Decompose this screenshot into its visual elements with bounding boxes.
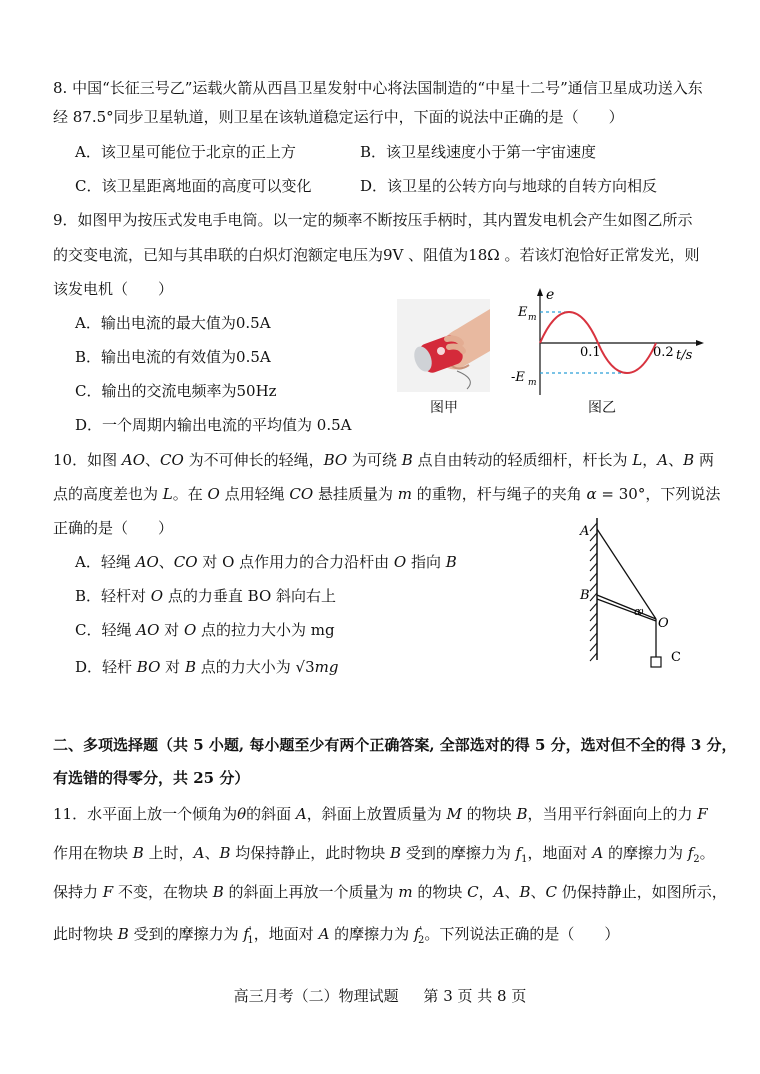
q8-option-c: C．该卫星距离地面的高度可以变化	[75, 177, 312, 195]
tick-0-1: 0.1	[580, 345, 601, 360]
label-c: C	[671, 650, 681, 665]
rod-bo-edge2	[597, 599, 656, 621]
q10-stem-line2: 点的高度差也为 L。在 O 点用轻绳 CO 悬挂质量为 m 的重物，杆与绳子的夹角 α = 30°，下列说法	[53, 485, 721, 503]
e-axis-arrow	[537, 288, 543, 296]
q10-option-b: B．轻杆对 O 点的力垂直 BO 斜向右上	[75, 587, 337, 605]
q8-option-d: D．该卫星的公转方向与地球的自转方向相反	[360, 177, 658, 195]
q11-stem-line3: 保持力 F 不变，在物块 B 的斜面上再放一个质量为 m 的物块 C，A、B、C 仍保持静止，如图所示，	[53, 883, 727, 901]
footer-page-number: 第 3 页 共 8 页	[423, 987, 527, 1005]
q8-option-b: B．该卫星线速度小于第一宇宙速度	[360, 143, 597, 161]
footer-exam-title: 高三月考（二）物理试题	[233, 987, 399, 1005]
em-label: E	[518, 305, 528, 320]
q8-stem-line2: 经 87.5°同步卫星轨道，则卫星在该轨道稳定运行中，下面的说法中正确的是（ ）	[53, 108, 624, 126]
tick-0-2: 0.2	[653, 345, 674, 360]
t-label: t/s	[676, 348, 693, 363]
q8-option-a: A．该卫星可能位于北京的正上方	[75, 143, 296, 161]
q11-stem-line2: 作用在物块 B 上时，A、B 均保持静止，此时物块 B 受到的摩擦力为 $f_1$，地面对 A 的摩擦力为 $f_2$。	[53, 844, 715, 865]
q9-option-c: C．输出的交流电频率为50Hz	[75, 382, 277, 400]
em-sub: m	[528, 313, 537, 323]
q10-stem-line3: 正确的是（ ）	[53, 519, 174, 537]
t-axis-arrow	[696, 340, 704, 346]
figure-yi-caption: 图乙	[588, 400, 616, 416]
flashlight-photo	[397, 299, 490, 392]
q10-option-c: C．轻绳 AO 对 O 点的拉力大小为 mg	[75, 621, 335, 639]
e-label: e	[546, 287, 555, 303]
label-o: O	[658, 616, 669, 631]
rope-ao	[597, 529, 656, 619]
label-alpha: α	[634, 605, 642, 618]
neg-em-sub: m	[528, 378, 537, 388]
neg-em-label: -E	[511, 370, 525, 385]
weight-block	[651, 657, 661, 667]
rod-rope-diagram	[570, 515, 690, 675]
figure-jia-caption: 图甲	[430, 400, 458, 416]
wall-hatching	[590, 523, 597, 661]
label-b: B	[580, 588, 590, 603]
section2-heading-line2: 有选错的得零分，共 25 分）	[53, 769, 250, 787]
sine-graph	[505, 285, 705, 400]
q10-option-d: D．轻杆 BO 对 B 点的力大小为 √3mg	[75, 658, 339, 676]
q9-stem-line3: 该发电机（ ）	[53, 280, 174, 298]
q9-option-d: D．一个周期内输出电流的平均值为 0.5A	[75, 416, 352, 434]
q10-option-a: A．轻绳 AO、CO 对 O 点作用力的合力沿杆由 O 指向 B	[75, 553, 457, 571]
q11-stem-line1: 11．水平面上放一个倾角为θ的斜面 A，斜面上放置质量为 M 的物块 B，当用平行斜面向上的力 F	[53, 805, 708, 823]
rod-bo-edge1	[597, 595, 656, 619]
section2-heading-line1: 二、多项选择题（共 5 小题, 每小题至少有两个正确答案, 全部选对的得 5 分，选对但不全的得 3 分，	[53, 736, 737, 754]
q8-stem-line1: 8. 中国“长征三号乙”运载火箭从西昌卫星发射中心将法国制造的“中星十二号”通信卫星成功送入东	[53, 79, 703, 97]
label-a: A	[580, 524, 590, 539]
q9-stem-line2: 的交变电流，已知与其串联的白炽灯泡额定电压为9V 、阻值为18Ω 。若该灯泡恰好正常发光，则	[53, 246, 700, 264]
q11-stem-line4: 此时物块 B 受到的摩擦力为 $f'_1$，地面对 A 的摩擦力为 $f'_2$。下列说法正确的是（ ）	[53, 925, 620, 946]
page-footer	[0, 985, 760, 1006]
q9-option-a: A．输出电流的最大值为0.5A	[75, 314, 271, 332]
q10-stem-line1: 10．如图 AO、CO 为不可伸长的轻绳，BO 为可绕 B 点自由转动的轻质细杆，杆长为 L，A、B 两	[53, 451, 714, 469]
q9-stem-line1: 9．如图甲为按压式发电手电筒。以一定的频率不断按压手柄时，其内置发电机会产生如图乙所示	[53, 211, 693, 229]
q9-option-b: B．输出电流的有效值为0.5A	[75, 348, 271, 366]
